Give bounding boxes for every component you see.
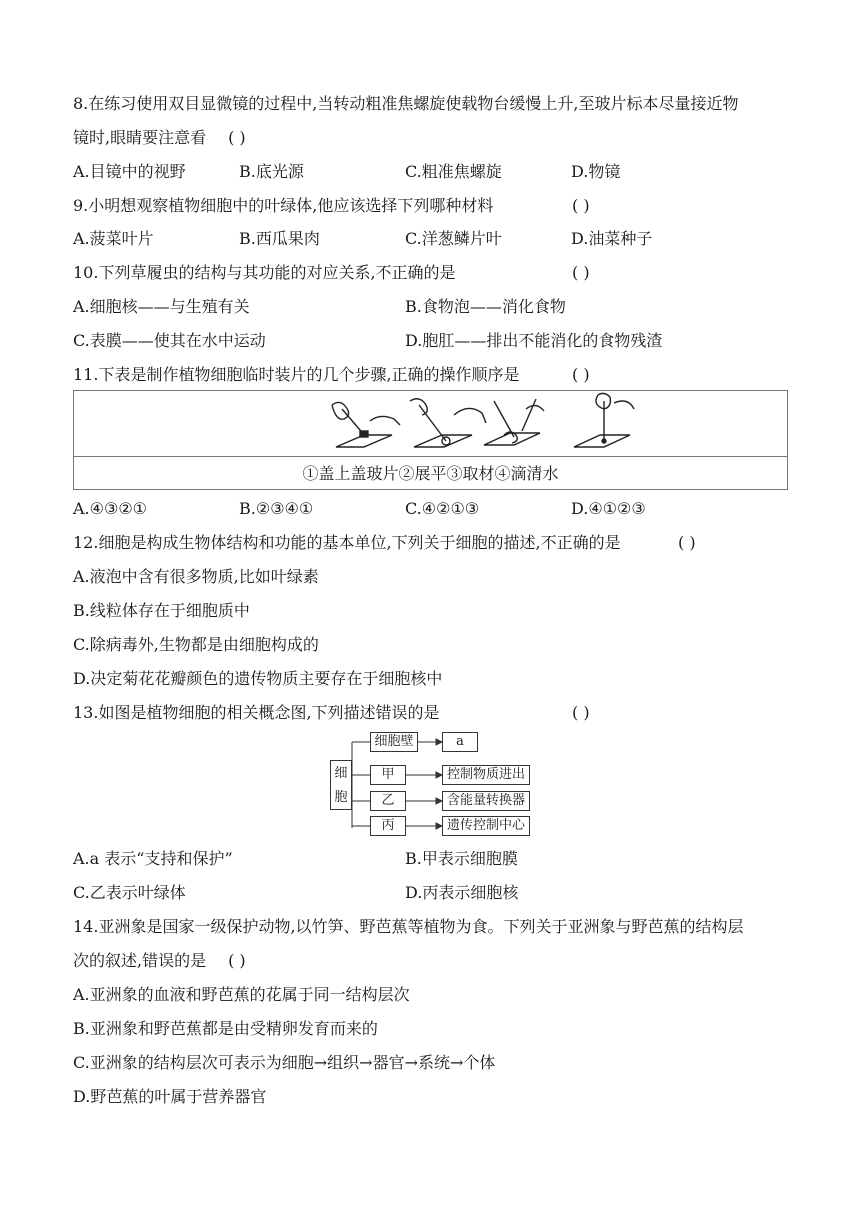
q13-node-cell-wall: 细胞壁 <box>370 732 418 752</box>
q13-node-genetic-center: 遗传控制中心 <box>442 816 530 836</box>
q10-stem: 10.下列草履虫的结构与其功能的对应关系,不正确的是 <box>73 263 456 282</box>
q9-option-a: A.菠菜叶片 <box>73 229 154 248</box>
q8-option-a: A.目镜中的视野 <box>73 162 186 181</box>
q11-option-a: A.④③②① <box>73 499 148 518</box>
q8-stem-line2 <box>73 128 246 148</box>
q13-answer-paren: ( ) <box>572 703 590 722</box>
q11-stem: 11.下表是制作植物细胞临时装片的几个步骤,正确的操作顺序是 <box>73 365 520 384</box>
q8-stem-line1: 8.在练习使用双目显微镜的过程中,当转动粗准焦螺旋使载物台缓慢上升,至玻片标本尽量接近物 <box>73 94 739 113</box>
q12-stem: 12.细胞是构成生物体结构和功能的基本单位,下列关于细胞的描述,不正确的是 <box>73 533 621 552</box>
q10-option-a: A.细胞核——与生殖有关 <box>73 297 250 316</box>
q13-stem: 13.如图是植物细胞的相关概念图,下列描述错误的是 <box>73 703 440 722</box>
q13-option-a: A.a 表示“支持和保护” <box>73 849 233 868</box>
q14-answer-paren: ( ) <box>228 951 246 970</box>
q13-option-c: C.乙表示叶绿体 <box>73 883 186 902</box>
q8-option-b: B.底光源 <box>239 162 304 181</box>
q14-option-b: B.亚洲象和野芭蕉都是由受精卵发育而来的 <box>73 1019 378 1038</box>
q11-option-b: B.②③④① <box>239 499 314 518</box>
q8-stem-text: 镜时,眼睛要注意看 <box>73 128 207 147</box>
q9-option-d: D.油菜种子 <box>571 229 653 248</box>
q10-option-d: D.胞肛——排出不能消化的食物残渣 <box>405 331 663 350</box>
q14-option-a: A.亚洲象的血液和野芭蕉的花属于同一结构层次 <box>73 985 410 1004</box>
q12-option-a: A.液泡中含有很多物质,比如叶绿素 <box>73 567 319 586</box>
q9-option-c: C.洋葱鳞片叶 <box>405 229 502 248</box>
q9-answer-paren: ( ) <box>572 196 590 215</box>
q13-option-d: D.丙表示细胞核 <box>405 883 519 902</box>
q13-node-yi: 乙 <box>370 791 406 811</box>
q8-answer-paren: ( ) <box>228 128 246 147</box>
q11-answer-paren: ( ) <box>572 365 590 384</box>
q14-stem-text: 次的叙述,错误的是 <box>73 951 207 970</box>
q12-answer-paren: ( ) <box>678 533 696 552</box>
q12-option-b: B.线粒体存在于细胞质中 <box>73 601 250 620</box>
q10-option-c: C.表膜——使其在水中运动 <box>73 331 266 350</box>
q13-node-a: a <box>442 732 478 752</box>
q14-option-d: D.野芭蕉的叶属于营养器官 <box>73 1087 267 1106</box>
q13-node-bing: 丙 <box>370 816 406 836</box>
q11-steps-table <box>73 390 788 490</box>
q10-answer-paren: ( ) <box>572 263 590 282</box>
q9-option-b: B.西瓜果肉 <box>239 229 320 248</box>
q13-node-cell: 细胞 <box>330 760 352 810</box>
q8-option-c: C.粗准焦螺旋 <box>405 162 502 181</box>
q12-option-c: C.除病毒外,生物都是由细胞构成的 <box>73 635 319 654</box>
q10-option-b: B.食物泡——消化食物 <box>405 297 566 316</box>
q9-stem: 9.小明想观察植物细胞中的叶绿体,他应该选择下列哪种材料 <box>73 196 494 215</box>
q13-option-b: B.甲表示细胞膜 <box>405 849 518 868</box>
q14-stem-line1: 14.亚洲象是国家一级保护动物,以竹笋、野芭蕉等植物为食。下列关于亚洲象与野芭蕉的结构层 <box>73 917 744 936</box>
q11-steps-illustration <box>74 391 787 455</box>
q8-option-d: D.物镜 <box>571 162 621 181</box>
q13-node-control-exchange: 控制物质进出 <box>442 765 530 785</box>
q12-option-d: D.决定菊花花瓣颜色的遗传物质主要存在于细胞核中 <box>73 669 443 688</box>
q14-option-c: C.亚洲象的结构层次可表示为细胞→组织→器官→系统→个体 <box>73 1053 496 1072</box>
q13-node-energy-converter: 含能量转换器 <box>442 791 530 811</box>
q11-steps-illustration-row <box>74 391 787 457</box>
q11-option-c: C.④②①③ <box>405 499 480 518</box>
q13-node-jia: 甲 <box>370 765 406 785</box>
q11-steps-caption: ①盖上盖玻片②展平③取材④滴清水 <box>302 464 559 483</box>
q11-option-d: D.④①②③ <box>571 499 646 518</box>
q14-stem-line2 <box>73 951 246 971</box>
